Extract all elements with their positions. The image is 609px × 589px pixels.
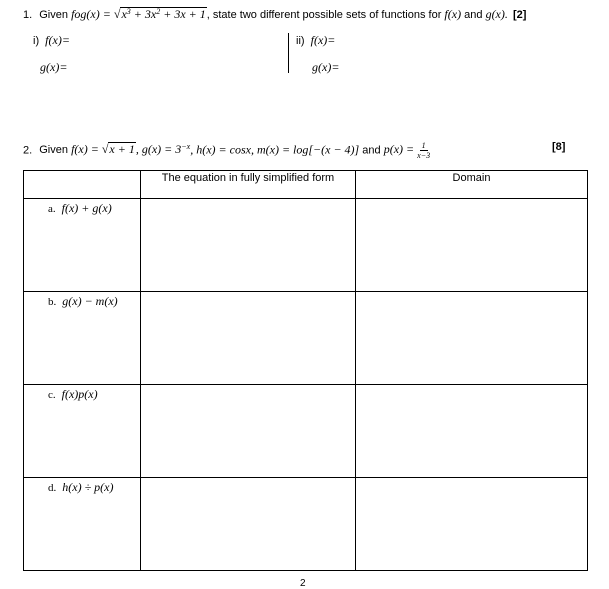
row-a-domain-cell[interactable] <box>356 199 588 292</box>
part-ii-g-label: g(x)= <box>312 60 340 74</box>
part-ii-f <box>296 33 335 48</box>
part-ii-f-label: f(x)= <box>310 33 336 47</box>
row-c-domain-cell[interactable] <box>356 385 588 478</box>
row-d-domain-cell[interactable] <box>356 478 588 571</box>
g-definition: , $g(x) = 3^{-x}$ <box>135 142 191 157</box>
table-row <box>24 385 588 478</box>
row-b-domain-cell[interactable] <box>356 292 588 385</box>
part-i-label: i) <box>33 35 40 47</box>
question-1-given: Given <box>39 9 68 21</box>
table-row <box>24 292 588 385</box>
row-c-label: c. f(x)p(x) <box>24 385 141 478</box>
p-definition: p(x) = $\frac{1}{x-3}$ <box>383 141 431 160</box>
f-of-x: f(x) <box>444 7 462 21</box>
question-2-marks: [8] <box>552 141 566 153</box>
and-word: and <box>464 9 483 21</box>
header-blank <box>24 171 141 199</box>
fog-expression: fog(x) = <box>71 7 111 21</box>
table-row <box>24 478 588 571</box>
g-of-x: g(x). <box>485 7 508 21</box>
row-a-equation-cell[interactable] <box>141 199 356 292</box>
question-1-text: , state two different possible sets of functions for <box>206 9 442 21</box>
and-word-2: and <box>362 144 381 157</box>
question-1-marks: [2] <box>512 9 527 21</box>
h-m-definitions: , h(x) = cosx, m(x) = log[−(x − 4)] <box>190 142 360 157</box>
part-i-f-label: f(x)= <box>45 33 70 47</box>
row-c-equation-cell[interactable] <box>141 385 356 478</box>
question-2-number: 2. <box>23 144 33 157</box>
row-a-label: a. f(x) + g(x) <box>24 199 141 292</box>
header-equation: The equation in fully simplified form <box>141 171 356 199</box>
question-2 <box>23 141 430 160</box>
table-header-row <box>24 171 588 199</box>
row-b-label: b. g(x) − m(x) <box>24 292 141 385</box>
part-i-f <box>33 33 70 48</box>
row-d-equation-cell[interactable] <box>141 478 356 571</box>
header-domain: Domain <box>356 171 588 199</box>
question-1 <box>23 7 526 22</box>
row-d-label: d. h(x) ÷ p(x) <box>24 478 141 571</box>
question-2-given: Given <box>39 144 68 157</box>
f-definition: f(x) = √x + 1 <box>71 142 135 157</box>
column-divider <box>288 33 289 73</box>
part-ii-label: ii) <box>296 35 305 47</box>
part-i-g-label: g(x)= <box>40 60 68 74</box>
page-number: 2 <box>300 578 306 589</box>
question-1-number: 1. <box>23 9 33 21</box>
answer-table <box>23 170 588 571</box>
radical-expression: $√x^3 + 3x^2 + 3x + 1$ <box>113 7 206 21</box>
row-b-equation-cell[interactable] <box>141 292 356 385</box>
table-row <box>24 199 588 292</box>
